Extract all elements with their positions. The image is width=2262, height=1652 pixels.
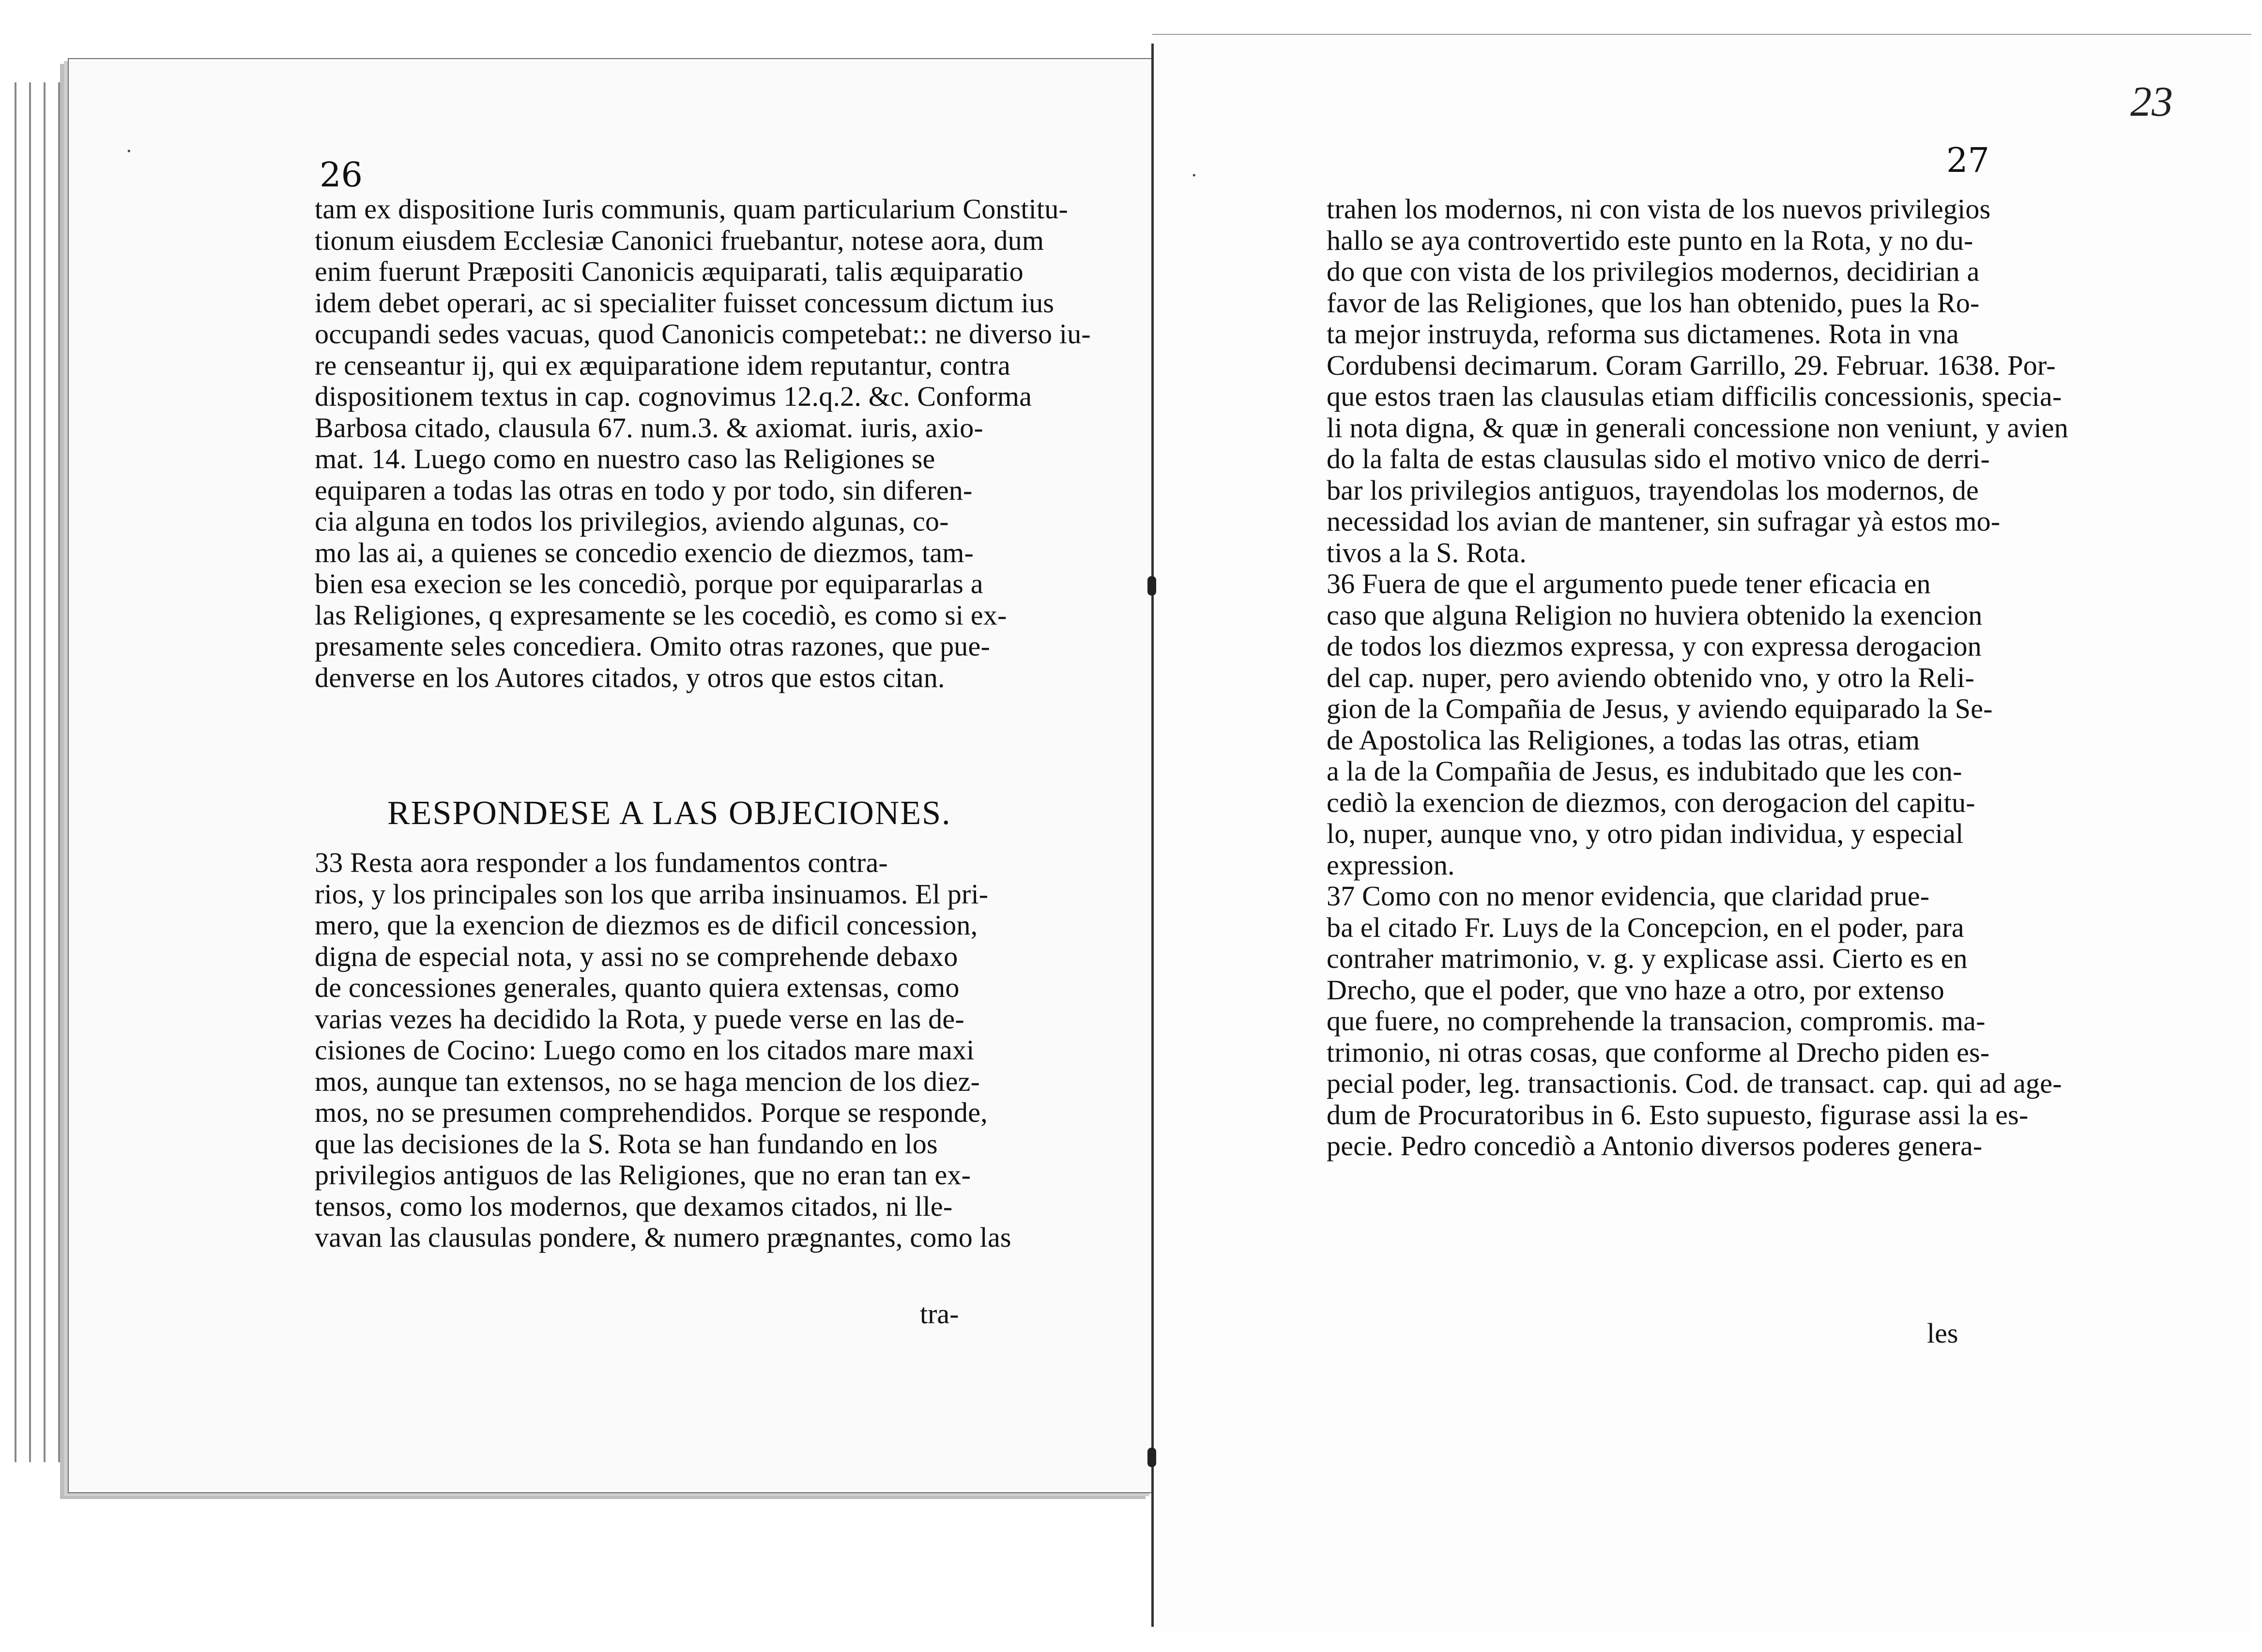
text-line: ba el citado Fr. Luys de la Concepcion, en el poder, para bbox=[1327, 911, 1964, 943]
folio-number: 23 bbox=[2130, 78, 2173, 125]
text-line: 36 Fuera de que el argumento puede tener eficacia en bbox=[1327, 568, 1931, 599]
text-line: cia alguna en todos los privilegios, aviendo algunas, co- bbox=[315, 505, 949, 537]
ink-mark: · bbox=[126, 140, 132, 163]
text-line: dum de Procuratoribus in 6. Esto supuesto, figurase assi la es- bbox=[1327, 1099, 2029, 1131]
text-line: cediò la exencion de diezmos, con derogacion del capitu- bbox=[1327, 786, 1975, 818]
text-line: trimonio, ni otras cosas, que conforme al Drecho piden es- bbox=[1327, 1036, 1990, 1068]
text-line: privilegios antiguos de las Religiones, que no eran tan ex- bbox=[315, 1159, 971, 1191]
left-page-text bbox=[315, 194, 1091, 693]
text-line: de todos los diezmos expressa, y con expressa derogacion bbox=[1327, 630, 1982, 662]
text-line: enim fuerunt Præpositi Canonicis æquiparati, talis æquiparatio bbox=[315, 256, 1024, 287]
text-line: caso que alguna Religion no huviera obtenido la exencion bbox=[1327, 599, 1983, 631]
text-line: mat. 14. Luego como en nuestro caso las Religiones se bbox=[315, 443, 935, 474]
text-line: rios, y los principales son los que arriba insinuamos. El pri- bbox=[315, 878, 989, 910]
text-line: pecie. Pedro concediò a Antonio diversos poderes genera- bbox=[1327, 1130, 1983, 1162]
text-line: dispositionem textus in cap. cognovimus 12.q.2. &c. Conforma bbox=[315, 381, 1032, 412]
text-line: mo las ai, a quienes se concedio exencio de diezmos, tam- bbox=[315, 536, 974, 568]
text-line: Barbosa citado, clausula 67. num.3. & axiomat. iuris, axio- bbox=[315, 412, 983, 444]
left-page-text-continued bbox=[315, 847, 1011, 1254]
text-line: do la falta de estas clausulas sido el motivo vnico de derri- bbox=[1327, 443, 1990, 474]
text-line: mero, que la exencion de diezmos es de dificil concession, bbox=[315, 909, 978, 941]
right-page-text bbox=[1327, 194, 2068, 1162]
text-line: occupandi sedes vacuas, quod Canonicis competebat:: ne diverso iu- bbox=[315, 318, 1091, 350]
text-line: que estos traen las clausulas etiam difficilis concessionis, specia- bbox=[1327, 381, 2062, 412]
text-line: de concessiones generales, quanto quiera extensas, como bbox=[315, 972, 960, 1003]
text-line: lo, nuper, aunque vno, y otro pidan individua, y especial bbox=[1327, 818, 1964, 849]
text-line: bar los privilegios antiguos, trayendolas los modernos, de bbox=[1327, 474, 1979, 506]
text-line: necessidad los avian de mantener, sin sufragar yà estos mo- bbox=[1327, 505, 2001, 537]
text-line: presamente seles concediera. Omito otras razones, que pue- bbox=[315, 630, 990, 662]
text-line: que fuere, no comprehende la transacion, compromis. ma- bbox=[1327, 1005, 1986, 1037]
text-line: pecial poder, leg. transactionis. Cod. de transact. cap. qui ad age- bbox=[1327, 1068, 2062, 1099]
text-line: del cap. nuper, pero aviendo obtenido vno, y otro la Reli- bbox=[1327, 661, 1975, 693]
text-line: tionum eiusdem Ecclesiæ Canonici fruebantur, notese aora, dum bbox=[315, 224, 1044, 256]
text-line: expression. bbox=[1327, 849, 1455, 881]
text-line: bien esa execion se les concediò, porque por equipararlas a bbox=[315, 568, 983, 599]
text-line: cisiones de Cocino: Luego como en los citados mare maxi bbox=[315, 1034, 975, 1066]
text-line: equiparen a todas las otras en todo y por todo, sin diferen- bbox=[315, 474, 973, 506]
text-line: Drecho, que el poder, que vno haze a otro, por extenso bbox=[1327, 974, 1944, 1006]
section-heading: RESPONDESE A LAS OBJECIONES. bbox=[387, 795, 951, 832]
ink-mark: · bbox=[1191, 165, 1197, 187]
text-line: do que con vista de los privilegios modernos, decidirian a bbox=[1327, 256, 1980, 287]
text-line: Cordubensi decimarum. Coram Garrillo, 29. Februar. 1638. Por- bbox=[1327, 349, 2056, 381]
text-line: mos, no se presumen comprehendidos. Porque se responde, bbox=[315, 1097, 988, 1128]
text-line: gion de la Compañia de Jesus, y aviendo equiparado la Se- bbox=[1327, 693, 1993, 724]
text-line: hallo se aya controvertido este punto en la Rota, y no du- bbox=[1327, 224, 1973, 256]
text-line: trahen los modernos, ni con vista de los nuevos privilegios bbox=[1327, 193, 1991, 225]
text-line: contraher matrimonio, v. g. y explicase assi. Cierto es en bbox=[1327, 943, 1968, 974]
text-line: re censeantur ij, qui ex æquiparatione idem reputantur, contra bbox=[315, 349, 1010, 381]
text-line: tam ex dispositione Iuris communis, quam particularium Constitu- bbox=[315, 193, 1069, 225]
text-line: varias vezes ha decidido la Rota, y puede verse en las de- bbox=[315, 1003, 964, 1035]
text-line: tensos, como los modernos, que dexamos citados, ni lle- bbox=[315, 1190, 953, 1222]
catchword: tra- bbox=[920, 1298, 959, 1330]
catchword: les bbox=[1927, 1317, 1958, 1349]
text-line: idem debet operari, ac si specialiter fuisset concessum dictum ius bbox=[315, 287, 1055, 319]
text-line: vavan las clausulas pondere, & numero prægnantes, como las bbox=[315, 1222, 1011, 1253]
text-line: denverse en los Autores citados, y otros que estos citan. bbox=[315, 661, 945, 693]
text-line: de Apostolica las Religiones, a todas las otras, etiam bbox=[1327, 724, 1920, 756]
text-line: ta mejor instruyda, reforma sus dictamenes. Rota in vna bbox=[1327, 318, 1959, 350]
text-line: favor de las Religiones, que los han obtenido, pues la Ro- bbox=[1327, 287, 1980, 319]
right-page-number: 27 bbox=[1946, 140, 1990, 180]
text-line: digna de especial nota, y assi no se comprehende debaxo bbox=[315, 940, 958, 972]
text-line: mos, aunque tan extensos, no se haga mencion de los diez- bbox=[315, 1065, 980, 1097]
text-line: tivos a la S. Rota. bbox=[1327, 536, 1527, 568]
text-line: 37 Como con no menor evidencia, que claridad prue- bbox=[1327, 880, 1930, 912]
book-gutter bbox=[1143, 29, 1162, 1637]
text-line: a la de la Compañia de Jesus, es indubitado que les con- bbox=[1327, 755, 1962, 787]
text-line: 33 Resta aora responder a los fundamentos contra- bbox=[315, 847, 888, 878]
text-line: que las decisiones de la S. Rota se han fundando en los bbox=[315, 1128, 938, 1160]
left-page-number: 26 bbox=[320, 155, 363, 195]
text-line: li nota digna, & quæ in generali concessione non veniunt, y avien bbox=[1327, 412, 2068, 444]
text-line: las Religiones, q expresamente se les cocediò, es como si ex- bbox=[315, 599, 1007, 631]
